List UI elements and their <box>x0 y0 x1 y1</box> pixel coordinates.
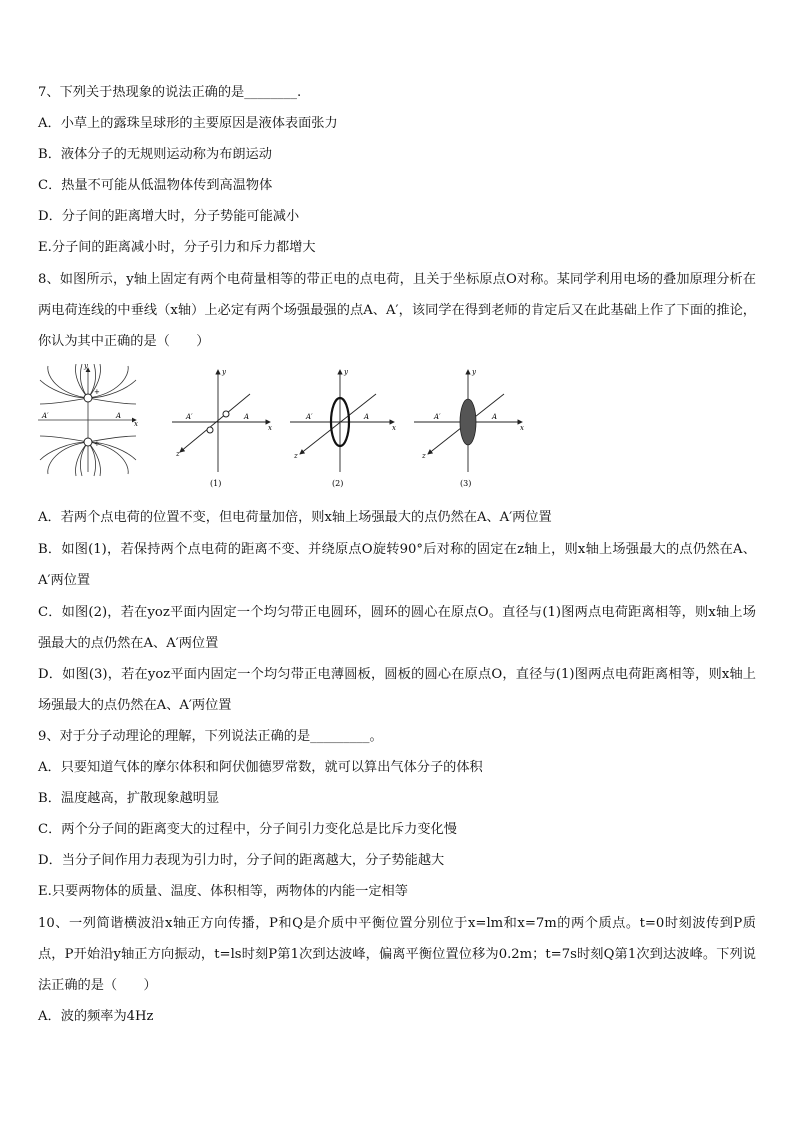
fig1-label-y: y <box>222 368 226 376</box>
label-plus-top: + <box>94 388 100 396</box>
fig1-label-a: A <box>244 413 250 421</box>
field-lines-diagram <box>38 364 136 476</box>
q7-option-e: E.分子间的距离减小时，分子引力和斥力都增大 <box>38 240 316 255</box>
panel-1-charge-a <box>223 411 229 417</box>
q9-option-a: A．只要知道气体的摩尔体积和阿伏伽德罗常数，就可以算出气体分子的体积 <box>38 760 483 775</box>
fig2-caption: (2) <box>332 479 344 488</box>
q8-figure <box>38 364 538 494</box>
q8-stem: 8、如图所示，y轴上固定有两个电荷量相等的带正电的点电荷，且关于坐标原点O对称。某同学利用电场的叠加原理分析在两电荷连线的中垂线（x轴）上必定有两个场强最强的点A、A′，该同学在得到老师的肯定后又在此基础上作了下面的推论，你认为其中正确的是（ ） <box>38 272 756 349</box>
fig0-label-a: A <box>116 412 122 420</box>
q9-option-c: C．两个分子间的距离变大的过程中，分子间引力变化总是比斥力变化慢 <box>38 822 457 837</box>
panel-1-axes <box>172 370 270 472</box>
label-plus-bottom: + <box>94 440 100 448</box>
fig1-caption: (1) <box>210 479 222 488</box>
fig2-label-z: z <box>294 452 298 460</box>
fig0-label-a-prime: A′ <box>42 412 49 420</box>
fig3-label-x: x <box>520 424 524 432</box>
q9-stem: 9、对于分子动理论的理解，下列说法正确的是_________。 <box>38 729 383 744</box>
q9-option-b: B．温度越高，扩散现象越明显 <box>38 791 220 806</box>
q10-stem: 10、一列简谐横波沿x轴正方向传播，P和Q是介质中平衡位置分别位于x=lm和x=7m的两个质点。t=0时刻波传到P质点，P开始沿y轴正方向振动，t=ls时刻P第1次到达波峰，偏离平衡位置位移为0.2m；t=7s时刻Q第1次到达波峰。下列说法正确的是（ ） <box>38 916 756 993</box>
fig2-label-a-prime: A′ <box>306 413 313 421</box>
fig3-label-a-prime: A′ <box>434 413 441 421</box>
q7-option-c: C．热量不可能从低温物体传到高温物体 <box>38 178 273 193</box>
fig1-label-z: z <box>176 450 180 458</box>
fig3-label-z: z <box>422 452 426 460</box>
q7-stem: 7、下列关于热现象的说法正确的是________. <box>38 85 302 100</box>
q7-option-b: B．液体分子的无规则运动称为布朗运动 <box>38 147 272 162</box>
q7-option-d: D．分子间的距离增大时，分子势能可能减小 <box>38 209 300 224</box>
q8-option-d: D．如图(3)，若在yoz平面内固定一个均匀带正电薄圆板，圆板的圆心在原点O，直径与(1)图两点电荷距离相等，则x轴上场强最大的点仍然在A、A′两位置 <box>38 667 756 713</box>
fig1-label-x: x <box>268 424 272 432</box>
fig2-label-y: y <box>344 368 348 376</box>
panel-1-charge-b <box>207 427 213 433</box>
q10-option-a: A．波的频率为4Hz <box>38 1009 154 1024</box>
fig3-label-a: A <box>492 413 498 421</box>
fig0-label-x: x <box>134 420 138 428</box>
q9-option-d: D．当分子间作用力表现为引力时，分子间的距离越大，分子势能越大 <box>38 853 445 868</box>
fig0-label-y: y <box>84 364 88 370</box>
fig3-label-y: y <box>472 368 476 376</box>
q9-option-e: E.只要两物体的质量、温度、体积相等，两物体的内能一定相等 <box>38 884 408 899</box>
q8-option-b: B．如图(1)，若保持两个点电荷的距离不变、并绕原点O旋转90°后对称的固定在z轴上，则x轴上场强最大的点仍然在A、A′两位置 <box>38 542 756 588</box>
positive-charge-bottom <box>84 438 92 446</box>
q7-option-a: A．小草上的露珠呈球形的主要原因是液体表面张力 <box>38 116 338 131</box>
panel-2-axes <box>290 370 394 472</box>
charged-disc <box>460 399 476 445</box>
fig1-label-a-prime: A′ <box>186 413 193 421</box>
q8-option-c: C．如图(2)，若在yoz平面内固定一个均匀带正电圆环，圆环的圆心在原点O。直径与(1)图两点电荷距离相等，则x轴上场强最大的点仍然在A、A′两位置 <box>38 605 756 651</box>
fig2-label-a: A <box>364 413 370 421</box>
q8-option-a: A．若两个点电荷的位置不变，但电荷量加倍，则x轴上场强最大的点仍然在A、A′两位置 <box>38 510 552 525</box>
positive-charge-top <box>84 394 92 402</box>
fig3-caption: (3) <box>460 479 472 488</box>
fig2-label-x: x <box>392 424 396 432</box>
